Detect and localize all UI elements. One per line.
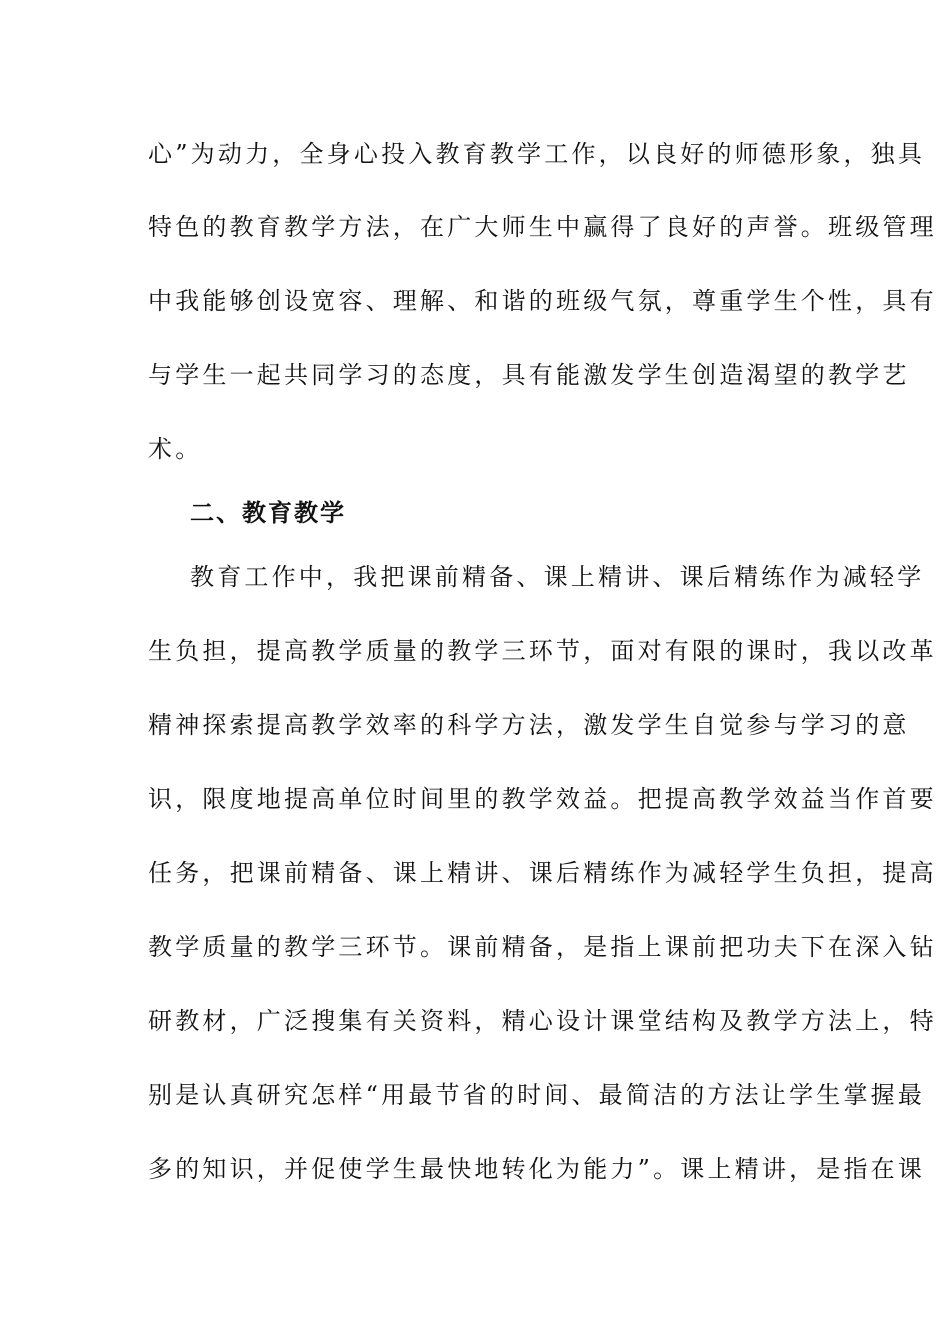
paragraph-line: 识，限度地提高单位时间里的教学效益。把提高教学效益当作首要 — [148, 785, 937, 813]
paragraph-line: 研教材，广泛搜集有关资料，精心设计课堂结构及教学方法上，特 — [148, 1007, 937, 1035]
paragraph-line: 精神探索提高教学效率的科学方法，激发学生自觉参与学习的意 — [148, 711, 910, 739]
paragraph-line: 与学生一起共同学习的态度，具有能激发学生创造渴望的教学艺 — [148, 361, 910, 389]
paragraph-line: 教学质量的教学三环节。课前精备，是指上课前把功夫下在深入钻 — [148, 933, 937, 961]
paragraph-line: 心”为动力，全身心投入教育教学工作，以良好的师德形象，独具 — [148, 140, 926, 168]
paragraph-line: 术。 — [148, 435, 203, 463]
paragraph-line: 特色的教育教学方法，在广大师生中赢得了良好的声誉。班级管理 — [148, 213, 937, 241]
paragraph-line: 教育工作中，我把课前精备、课上精讲、课后精练作为减轻学 — [190, 563, 925, 591]
section-heading: 二、教育教学 — [190, 498, 346, 527]
paragraph-line: 别是认真研究怎样“用最节省的时间、最简洁的方法让学生掌握最 — [148, 1081, 926, 1109]
paragraph-line: 生负担，提高教学质量的教学三环节，面对有限的课时，我以改革 — [148, 637, 937, 665]
paragraph-line: 任务，把课前精备、课上精讲、课后精练作为减轻学生负担，提高 — [148, 859, 937, 887]
paragraph-line: 中我能够创设宽容、理解、和谐的班级气氛，尊重学生个性，具有 — [148, 287, 937, 315]
paragraph-line: 多的知识，并促使学生最快地转化为能力”。课上精讲，是指在课 — [148, 1155, 926, 1183]
